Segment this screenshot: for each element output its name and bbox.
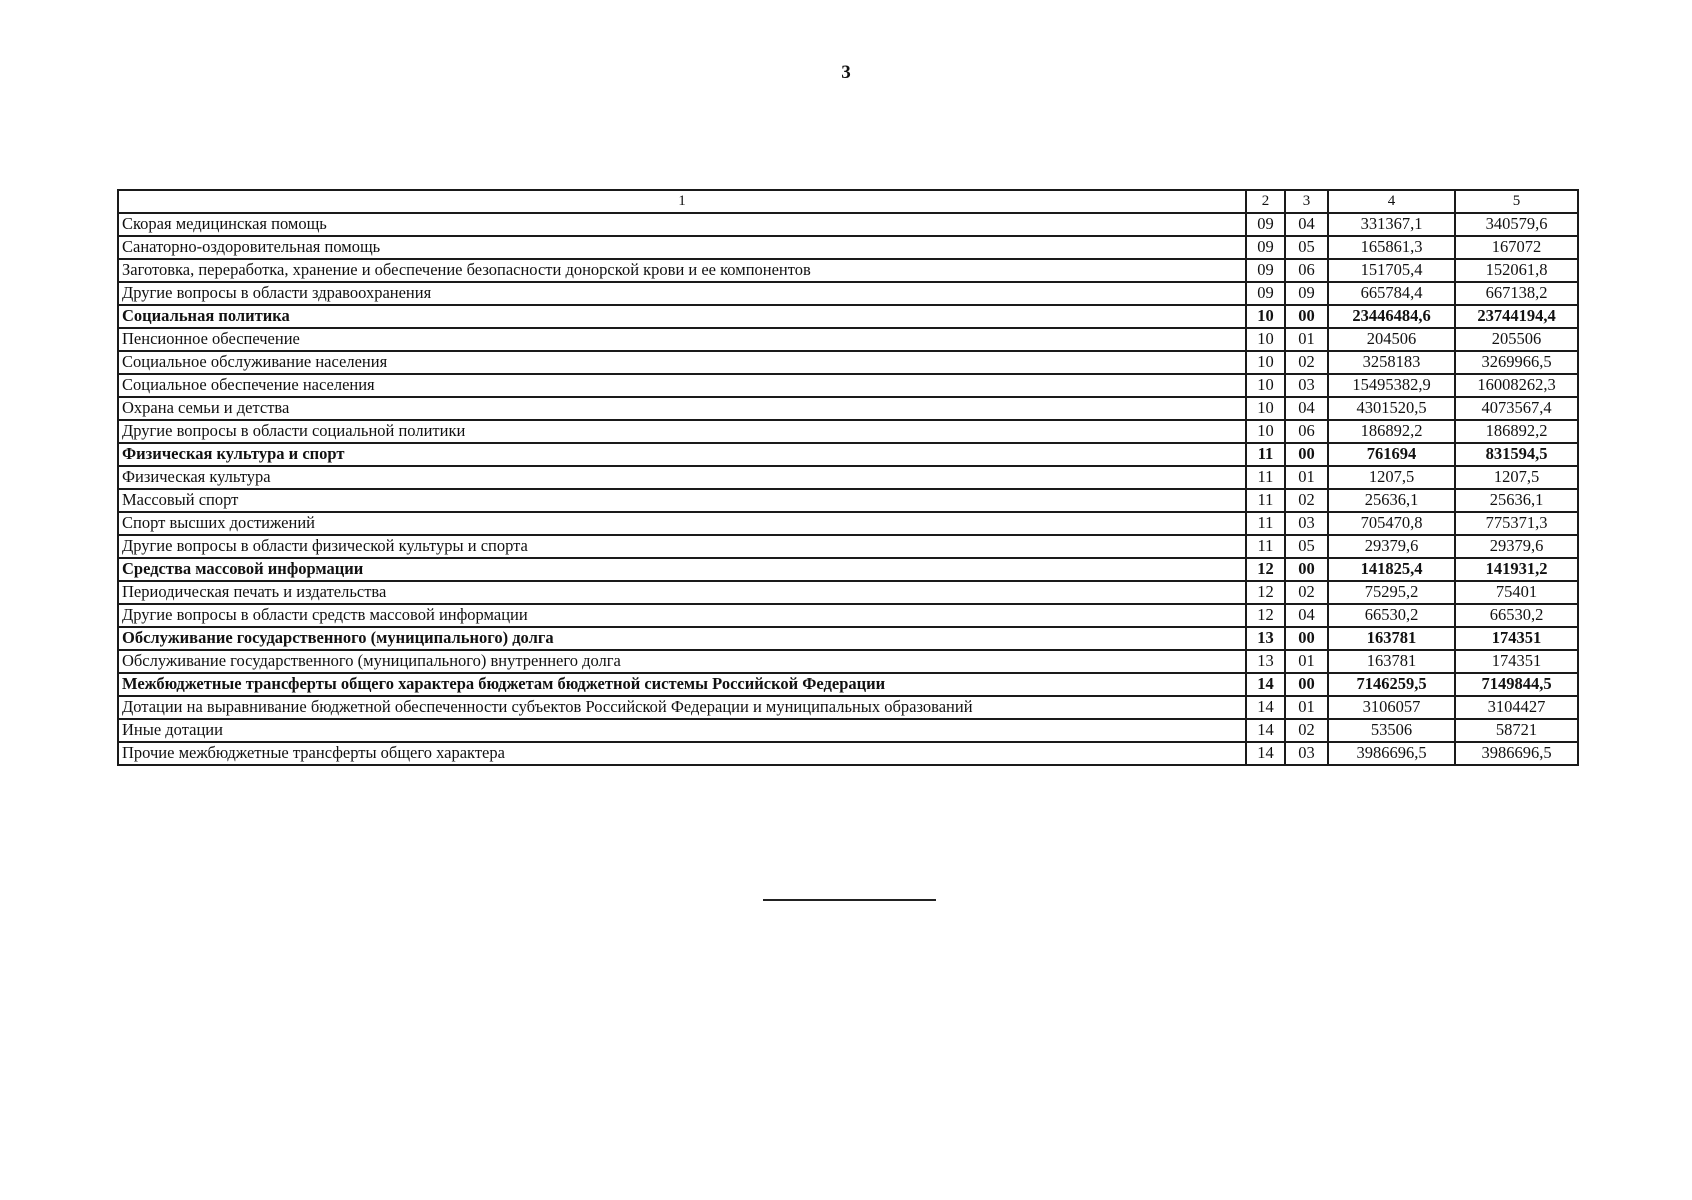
row-name-cell: Санаторно-оздоровительная помощь — [118, 236, 1246, 259]
row-amount-1: 3986696,5 — [1328, 742, 1455, 765]
row-amount-1: 331367,1 — [1328, 213, 1455, 236]
row-subsection-code: 02 — [1285, 719, 1328, 742]
table-row — [118, 466, 1578, 489]
row-section-code: 12 — [1246, 604, 1285, 627]
row-subsection-code: 00 — [1285, 443, 1328, 466]
table-row — [118, 719, 1578, 742]
table-row — [118, 742, 1578, 765]
table-row — [118, 673, 1578, 696]
row-amount-2: 141931,2 — [1455, 558, 1578, 581]
row-section-code: 10 — [1246, 374, 1285, 397]
column-header-amount-1: 4 — [1328, 190, 1455, 213]
table-row — [118, 627, 1578, 650]
row-name-cell: Заготовка, переработка, хранение и обеспечение безопасности донорской крови и ее компонентов — [118, 259, 1246, 282]
page-number: 3 — [841, 62, 851, 83]
row-subsection-code: 03 — [1285, 512, 1328, 535]
row-subsection-code: 01 — [1285, 650, 1328, 673]
row-amount-2: 16008262,3 — [1455, 374, 1578, 397]
row-section-code: 11 — [1246, 466, 1285, 489]
row-section-code: 14 — [1246, 696, 1285, 719]
row-subsection-code: 00 — [1285, 673, 1328, 696]
row-amount-1: 705470,8 — [1328, 512, 1455, 535]
table-row — [118, 650, 1578, 673]
row-name-cell: Спорт высших достижений — [118, 512, 1246, 535]
row-amount-1: 163781 — [1328, 627, 1455, 650]
header-row — [118, 190, 1578, 213]
table-row — [118, 696, 1578, 719]
row-amount-1: 75295,2 — [1328, 581, 1455, 604]
row-section-code: 14 — [1246, 742, 1285, 765]
row-subsection-code: 03 — [1285, 742, 1328, 765]
row-amount-2: 23744194,4 — [1455, 305, 1578, 328]
row-subsection-code: 05 — [1285, 535, 1328, 558]
row-amount-2: 75401 — [1455, 581, 1578, 604]
row-subsection-code: 04 — [1285, 213, 1328, 236]
column-header-name: 1 — [118, 190, 1246, 213]
column-header-section: 2 — [1246, 190, 1285, 213]
row-amount-2: 1207,5 — [1455, 466, 1578, 489]
row-section-code: 13 — [1246, 627, 1285, 650]
row-amount-2: 25636,1 — [1455, 489, 1578, 512]
table-row — [118, 604, 1578, 627]
table-row — [118, 558, 1578, 581]
row-subsection-code: 00 — [1285, 627, 1328, 650]
row-amount-2: 775371,3 — [1455, 512, 1578, 535]
table-row — [118, 282, 1578, 305]
row-section-code: 11 — [1246, 489, 1285, 512]
table-row — [118, 328, 1578, 351]
row-name-cell: Дотации на выравнивание бюджетной обеспеченности субъектов Российской Федерации и муниципальных образований — [118, 696, 1246, 719]
row-section-code: 09 — [1246, 236, 1285, 259]
row-name-cell: Физическая культура и спорт — [118, 443, 1246, 466]
row-name-cell: Охрана семьи и детства — [118, 397, 1246, 420]
row-subsection-code: 02 — [1285, 489, 1328, 512]
row-section-code: 09 — [1246, 213, 1285, 236]
row-subsection-code: 02 — [1285, 351, 1328, 374]
row-name-cell: Обслуживание государственного (муниципального) долга — [118, 627, 1246, 650]
row-amount-1: 3258183 — [1328, 351, 1455, 374]
row-section-code: 09 — [1246, 259, 1285, 282]
row-section-code: 10 — [1246, 305, 1285, 328]
row-subsection-code: 09 — [1285, 282, 1328, 305]
table-row — [118, 535, 1578, 558]
row-subsection-code: 01 — [1285, 328, 1328, 351]
row-section-code: 11 — [1246, 512, 1285, 535]
row-amount-2: 29379,6 — [1455, 535, 1578, 558]
row-amount-2: 4073567,4 — [1455, 397, 1578, 420]
table-row — [118, 305, 1578, 328]
row-subsection-code: 00 — [1285, 558, 1328, 581]
row-amount-2: 174351 — [1455, 627, 1578, 650]
table-row — [118, 374, 1578, 397]
row-section-code: 11 — [1246, 535, 1285, 558]
row-amount-2: 152061,8 — [1455, 259, 1578, 282]
row-section-code: 10 — [1246, 328, 1285, 351]
row-section-code: 09 — [1246, 282, 1285, 305]
row-amount-2: 7149844,5 — [1455, 673, 1578, 696]
row-amount-1: 66530,2 — [1328, 604, 1455, 627]
row-amount-1: 665784,4 — [1328, 282, 1455, 305]
row-amount-1: 15495382,9 — [1328, 374, 1455, 397]
table-row — [118, 489, 1578, 512]
table-row — [118, 420, 1578, 443]
table-row — [118, 512, 1578, 535]
row-section-code: 13 — [1246, 650, 1285, 673]
row-name-cell: Пенсионное обеспечение — [118, 328, 1246, 351]
closing-rule — [763, 899, 936, 901]
row-section-code: 11 — [1246, 443, 1285, 466]
row-subsection-code: 02 — [1285, 581, 1328, 604]
row-subsection-code: 04 — [1285, 604, 1328, 627]
row-amount-2: 58721 — [1455, 719, 1578, 742]
row-amount-1: 163781 — [1328, 650, 1455, 673]
table-row — [118, 236, 1578, 259]
row-amount-2: 3104427 — [1455, 696, 1578, 719]
row-amount-1: 186892,2 — [1328, 420, 1455, 443]
row-name-cell: Скорая медицинская помощь — [118, 213, 1246, 236]
row-amount-1: 204506 — [1328, 328, 1455, 351]
row-amount-2: 667138,2 — [1455, 282, 1578, 305]
row-name-cell: Физическая культура — [118, 466, 1246, 489]
row-amount-1: 1207,5 — [1328, 466, 1455, 489]
row-amount-2: 205506 — [1455, 328, 1578, 351]
row-name-cell: Прочие межбюджетные трансферты общего характера — [118, 742, 1246, 765]
row-section-code: 14 — [1246, 673, 1285, 696]
row-amount-1: 4301520,5 — [1328, 397, 1455, 420]
row-amount-2: 66530,2 — [1455, 604, 1578, 627]
row-amount-2: 174351 — [1455, 650, 1578, 673]
row-amount-2: 831594,5 — [1455, 443, 1578, 466]
row-name-cell: Периодическая печать и издательства — [118, 581, 1246, 604]
row-amount-1: 23446484,6 — [1328, 305, 1455, 328]
table-row — [118, 581, 1578, 604]
row-name-cell: Иные дотации — [118, 719, 1246, 742]
row-amount-1: 25636,1 — [1328, 489, 1455, 512]
column-header-amount-2: 5 — [1455, 190, 1578, 213]
row-amount-1: 53506 — [1328, 719, 1455, 742]
table-row — [118, 443, 1578, 466]
table-row — [118, 397, 1578, 420]
row-name-cell: Социальная политика — [118, 305, 1246, 328]
row-section-code: 10 — [1246, 420, 1285, 443]
row-subsection-code: 06 — [1285, 259, 1328, 282]
row-amount-1: 3106057 — [1328, 696, 1455, 719]
row-section-code: 12 — [1246, 558, 1285, 581]
row-name-cell: Другие вопросы в области здравоохранения — [118, 282, 1246, 305]
row-subsection-code: 03 — [1285, 374, 1328, 397]
row-subsection-code: 05 — [1285, 236, 1328, 259]
row-name-cell: Социальное обслуживание населения — [118, 351, 1246, 374]
row-subsection-code: 00 — [1285, 305, 1328, 328]
row-name-cell: Другие вопросы в области средств массовой информации — [118, 604, 1246, 627]
row-amount-1: 29379,6 — [1328, 535, 1455, 558]
row-amount-2: 3269966,5 — [1455, 351, 1578, 374]
row-section-code: 10 — [1246, 351, 1285, 374]
row-name-cell: Другие вопросы в области социальной политики — [118, 420, 1246, 443]
row-name-cell: Средства массовой информации — [118, 558, 1246, 581]
row-name-cell: Социальное обеспечение населения — [118, 374, 1246, 397]
row-name-cell: Обслуживание государственного (муниципального) внутреннего долга — [118, 650, 1246, 673]
table-row — [118, 351, 1578, 374]
row-subsection-code: 06 — [1285, 420, 1328, 443]
row-amount-1: 761694 — [1328, 443, 1455, 466]
row-section-code: 14 — [1246, 719, 1285, 742]
row-subsection-code: 04 — [1285, 397, 1328, 420]
row-amount-1: 141825,4 — [1328, 558, 1455, 581]
row-name-cell: Другие вопросы в области физической культуры и спорта — [118, 535, 1246, 558]
row-amount-1: 165861,3 — [1328, 236, 1455, 259]
row-subsection-code: 01 — [1285, 696, 1328, 719]
table-row — [118, 259, 1578, 282]
row-amount-2: 186892,2 — [1455, 420, 1578, 443]
row-amount-2: 340579,6 — [1455, 213, 1578, 236]
row-subsection-code: 01 — [1285, 466, 1328, 489]
row-name-cell: Массовый спорт — [118, 489, 1246, 512]
table-body — [118, 213, 1578, 765]
row-name-cell: Межбюджетные трансферты общего характера бюджетам бюджетной системы Российской Федерации — [118, 673, 1246, 696]
row-section-code: 10 — [1246, 397, 1285, 420]
row-amount-1: 151705,4 — [1328, 259, 1455, 282]
column-header-subsection: 3 — [1285, 190, 1328, 213]
row-amount-2: 3986696,5 — [1455, 742, 1578, 765]
table-row — [118, 213, 1578, 236]
row-amount-2: 167072 — [1455, 236, 1578, 259]
budget-table — [117, 189, 1579, 766]
row-amount-1: 7146259,5 — [1328, 673, 1455, 696]
row-section-code: 12 — [1246, 581, 1285, 604]
